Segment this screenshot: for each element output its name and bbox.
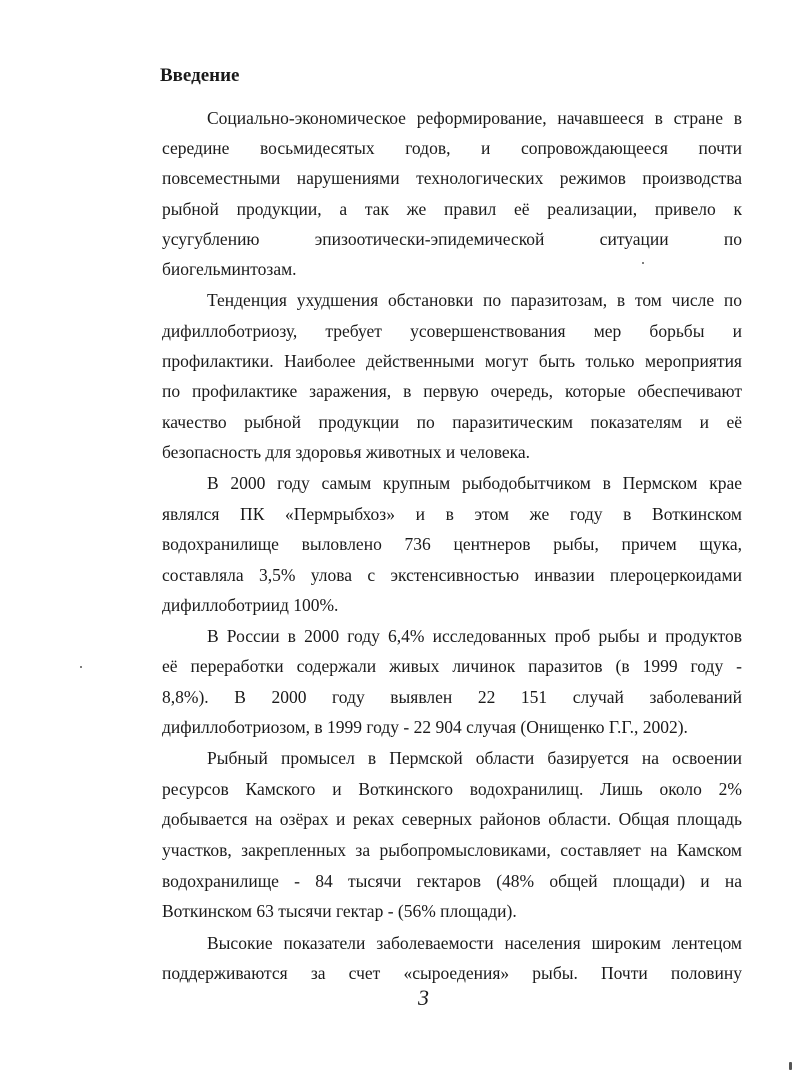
scan-speck bbox=[80, 666, 82, 668]
text-line: безопасность для здоровья животных и человека. bbox=[162, 442, 531, 462]
text-line: Рыбный промысел в Пермской области базируется на освоении bbox=[207, 748, 742, 768]
text-line: профилактики. Наиболее действенными могут быть только мероприятия bbox=[162, 351, 742, 371]
page-number: 3 bbox=[418, 985, 429, 1010]
text-line: являлся ПК «Пермрыбхоз» и в этом же году в Воткинском bbox=[162, 504, 742, 524]
text-line: биогельминтозам. bbox=[162, 259, 297, 279]
text-line: по профилактике заражения, в первую очередь, которые обеспечивают bbox=[162, 381, 742, 401]
text-line: добывается на озёрах и реках северных районов области. Общая площадь bbox=[162, 809, 742, 829]
text-line: В России в 2000 году 6,4% исследованных проб рыбы и продуктов bbox=[207, 626, 742, 646]
section-heading: Введение bbox=[160, 65, 240, 86]
text-line: Высокие показатели заболеваемости населения широким лентецом bbox=[207, 933, 742, 953]
text-line: ресурсов Камского и Воткинского водохранилищ. Лишь около 2% bbox=[162, 779, 742, 799]
text-line: водохранилище - 84 тысячи гектаров (48% общей площади) и на bbox=[162, 871, 742, 891]
text-line: участков, закрепленных за рыбопромысловиками, составляет на Камском bbox=[162, 840, 742, 860]
text-line: её переработки содержали живых личинок паразитов (в 1999 году - bbox=[162, 656, 742, 676]
scan-edge-mark bbox=[789, 1062, 792, 1070]
text-line: рыбной продукции, а так же правил её реализации, привело к bbox=[162, 199, 742, 219]
text-line: Тенденция ухудшения обстановки по паразитозам, в том числе по bbox=[207, 290, 742, 310]
text-line: дифиллоботриид 100%. bbox=[162, 595, 339, 615]
text-line: поддерживаются за счет «сыроедения» рыбы. Почти половину bbox=[162, 963, 742, 983]
text-line: качество рыбной продукции по паразитическим показателям и её bbox=[162, 412, 742, 432]
text-line: Воткинском 63 тысячи гектар - (56% площади). bbox=[162, 901, 517, 921]
text-line: дифиллоботриозу, требует усовершенствования мер борьбы и bbox=[162, 321, 742, 341]
text-line: составляла 3,5% улова с экстенсивностью инвазии плероцеркоидами bbox=[162, 565, 742, 585]
text-line: Социально-экономическое реформирование, начавшееся в стране в bbox=[207, 108, 742, 128]
text-line: 8,8%). В 2000 году выявлен 22 151 случай заболеваний bbox=[162, 687, 742, 707]
text-line: усугублению эпизоотически-эпидемической ситуации по bbox=[162, 229, 742, 249]
text-line: середине восьмидесятых годов, и сопровождающееся почти bbox=[162, 138, 742, 158]
text-line: водохранилище выловлено 736 центнеров рыбы, причем щука, bbox=[162, 534, 742, 554]
text-line: В 2000 году самым крупным рыбодобытчиком в Пермском крае bbox=[207, 473, 742, 493]
text-line: повсеместными нарушениями технологических режимов производства bbox=[162, 168, 742, 188]
scan-speck bbox=[642, 262, 644, 264]
text-line: дифиллоботриозом, в 1999 году - 22 904 случая (Онищенко Г.Г., 2002). bbox=[162, 717, 688, 737]
